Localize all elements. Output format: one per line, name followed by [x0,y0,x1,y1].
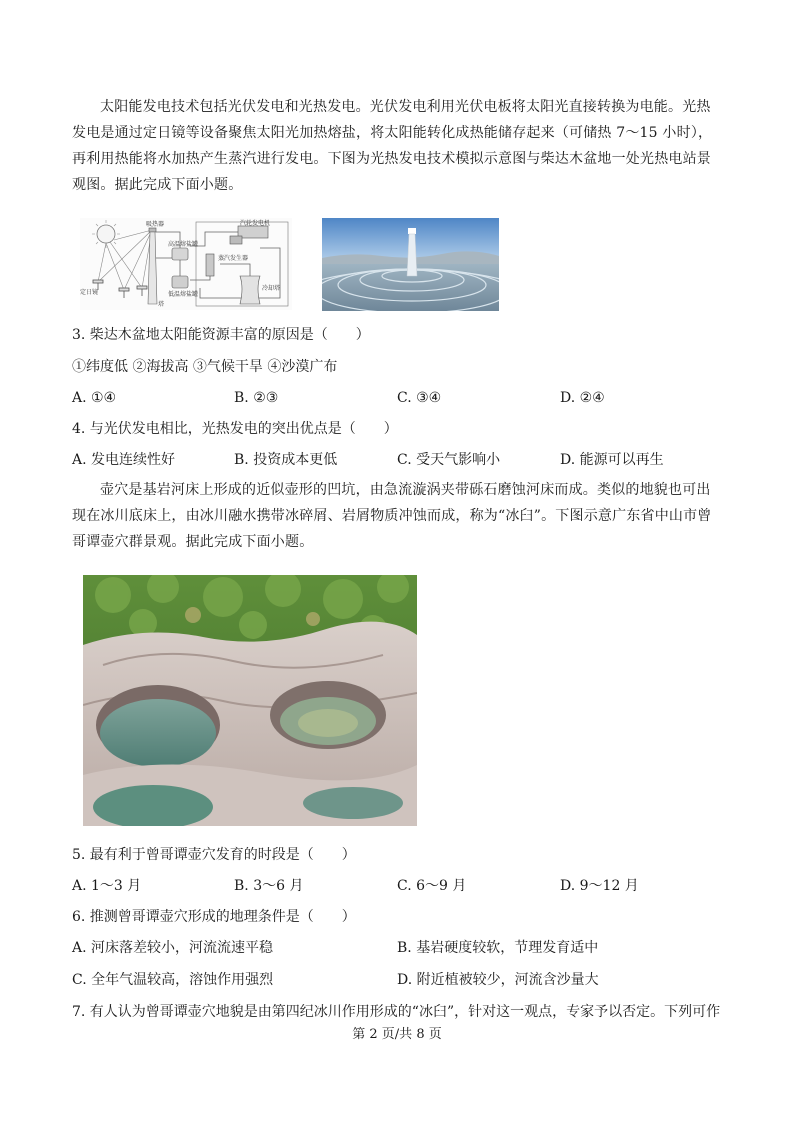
q3-option-c[interactable]: C. ③④ [397,390,442,406]
label-absorber: 吸热器 [146,221,165,228]
question-5-stem: 5. 最有利于曾哥谭壶穴发育的时段是（ ） [72,847,356,863]
q5-option-c[interactable]: C. 6～9 月 [397,878,467,894]
page-footer: 第 2 页/共 8 页 [352,1027,442,1042]
q4-option-c[interactable]: C. 受天气影响小 [397,452,501,468]
question-3-stem: 3. 柴达木盆地太阳能资源丰富的原因是（ ） [72,327,370,343]
solar-thermal-diagram-svg [80,218,292,310]
q6-option-c[interactable]: C. 全年气温较高，溶蚀作用强烈 [72,972,274,988]
solar-plant-photo-svg [322,218,499,311]
q3-option-b[interactable]: B. ②③ [234,390,279,406]
q6-option-d[interactable]: D. 附近植被较少，河流含沙量大 [397,972,599,988]
label-heliostat: 定日镜 [80,289,99,296]
solar-plant-photo [322,218,499,311]
label-generator: 汽轮发电机 [240,220,271,227]
steam-generator-icon [206,254,214,276]
q5-option-a[interactable]: A. 1～3 月 [72,878,142,894]
question-6-stem: 6. 推测曾哥谭壶穴形成的地理条件是（ ） [72,909,356,925]
q3-option-a[interactable]: A. ①④ [72,390,117,406]
pothole-photo-svg [83,575,417,826]
question-4-stem: 4. 与光伏发电相比，光热发电的突出优点是（ ） [72,421,398,437]
solar-thermal-diagram [80,218,292,310]
label-cold-tank: 低温熔盐罐 [168,291,199,298]
q6-option-b[interactable]: B. 基岩硬度较软，节理发育适中 [397,940,599,956]
q4-option-b[interactable]: B. 投资成本更低 [234,452,338,468]
passage-potholes: 壶穴是基岩河床上形成的近似壶形的凹坑，由急流漩涡夹带砾石磨蚀河床而成。类似的地貌也可出现在冰川底床上，由冰川融水携带冰碎屑、岩屑物质冲蚀而成，称为“冰臼”。下图示意广东省中山市曾哥谭壶穴群景观。据此完成下面小题。 [72,482,712,550]
pothole-right [270,681,386,749]
q4-option-a[interactable]: A. 发电连续性好 [72,452,176,468]
q3-option-d[interactable]: D. ②④ [560,390,605,406]
label-cooling-tower: 冷却塔 [262,285,281,292]
cold-tank-icon [172,276,188,288]
q5-option-d[interactable]: D. 9～12 月 [560,878,639,894]
cooling-tower-icon [240,276,260,304]
question-7-stem: 7. 有人认为曾哥谭壶穴地貌是由第四纪冰川作用形成的“冰臼”，针对这一观点，专家予以否定。下列可作 [72,1004,721,1020]
q5-option-b[interactable]: B. 3～6 月 [234,878,304,894]
question-3-statements: ①纬度低 ②海拔高 ③气候干旱 ④沙漠广布 [72,359,338,375]
label-tower: 塔 [158,301,165,308]
pothole-photo [83,575,417,826]
q4-option-d[interactable]: D. 能源可以再生 [560,452,664,468]
passage-solar: 太阳能发电技术包括光伏发电和光热发电。光伏发电利用光伏电板将太阳光直接转换为电能。光热发电是通过定日镜等设备聚焦太阳光加热熔盐，将太阳能转化成热能储存起来（可储热 7～15 小时），再利用热能将水加热产生蒸汽进行发电。下图为光热发电技术模拟示意图与柴达木盆地一处光热电站景观图。据此完成下面小题。 [72,99,713,193]
pothole-left [96,685,220,767]
q6-option-a[interactable]: A. 河床落差较小，河流流速平稳 [72,940,274,956]
label-steam-generator: 蒸汽发生器 [218,255,249,262]
hot-tank-icon [172,248,188,260]
label-hot-tank: 高温熔盐罐 [168,241,199,248]
